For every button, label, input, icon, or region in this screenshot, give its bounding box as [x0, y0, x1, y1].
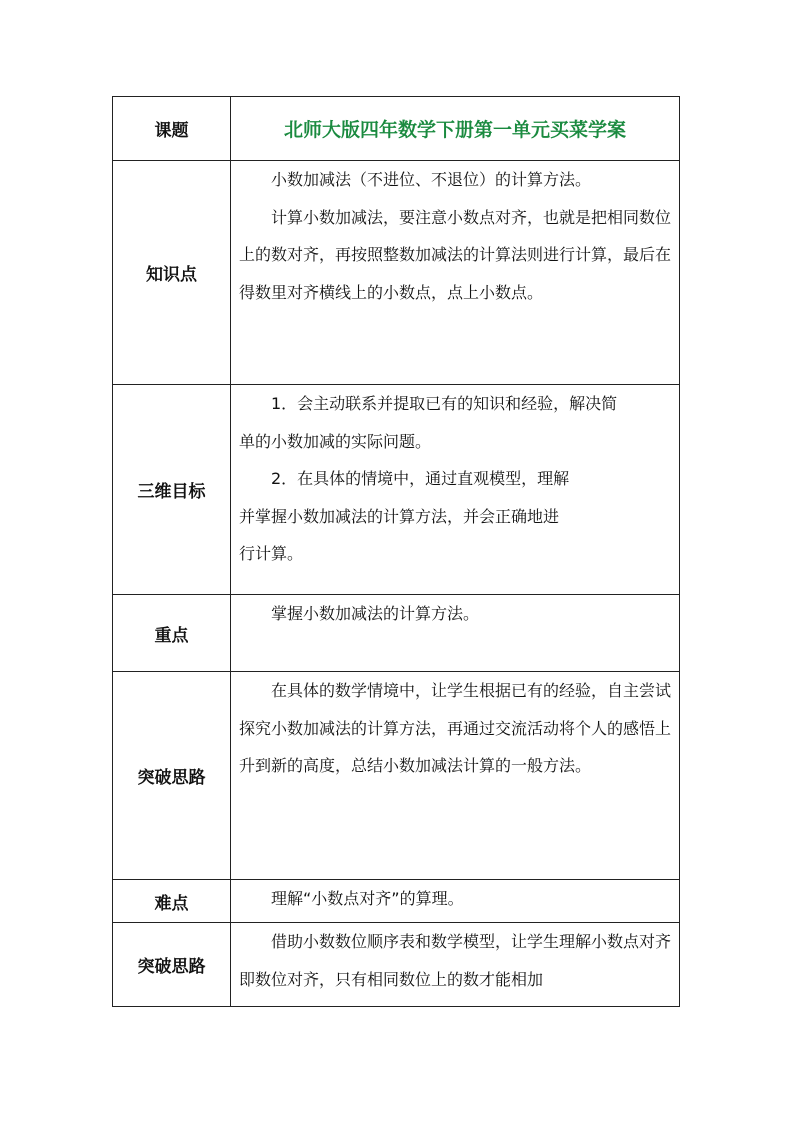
content-breakthrough-1 [231, 672, 680, 880]
row-key-point [113, 595, 680, 672]
content-breakthrough-2 [231, 923, 680, 1007]
lesson-plan-table [112, 96, 680, 1007]
content-knowledge [231, 161, 680, 385]
objective-line-3: 2．在具体的情境中，通过直观模型，理解 [271, 469, 570, 488]
objective-line-2: 单的小数加减的实际问题。 [239, 431, 432, 451]
content-difficulty [231, 880, 680, 923]
objective-line-1: 1．会主动联系并提取已有的知识和经验，解决简 [271, 394, 618, 413]
row-difficulty [113, 880, 680, 923]
objective-line-5: 行计算。 [239, 544, 304, 563]
content-key-point [231, 595, 680, 672]
lesson-title: 北师大版四年数学下册第一单元买菜学案 [231, 97, 680, 161]
label-key-point: 重点 [113, 595, 231, 672]
row-topic [113, 97, 680, 161]
row-knowledge [113, 161, 680, 385]
breakthrough-2-text: 借助小数数位顺序表和数学模型，让学生理解小数点对齐即数位对齐，只有相同数位上的数才能相加 [239, 932, 672, 989]
difficulty-text: 理解“小数点对齐”的算理。 [271, 889, 464, 908]
breakthrough-1-text: 在具体的数学情境中，让学生根据已有的经验，自主尝试探究小数加减法的计算方法，再通过交流活动将个人的感悟上升到新的高度，总结小数加减法计算的一般方法。 [239, 681, 672, 775]
label-topic: 课题 [113, 97, 231, 161]
content-objectives [231, 385, 680, 595]
key-point-text: 掌握小数加减法的计算方法。 [271, 604, 480, 623]
label-breakthrough-1: 突破思路 [113, 672, 231, 880]
knowledge-para-1: 小数加减法（不进位、不退位）的计算方法。 [271, 170, 592, 189]
objective-line-4: 并掌握小数加减法的计算方法，并会正确地进 [239, 506, 560, 526]
row-breakthrough-2 [113, 923, 680, 1007]
label-objectives: 三维目标 [113, 385, 231, 595]
knowledge-para-2: 计算小数加减法，要注意小数点对齐，也就是把相同数位上的数对齐，再按照整数加减法的计算法则进行计算，最后在得数里对齐横线上的小数点，点上小数点。 [239, 207, 672, 302]
label-difficulty: 难点 [113, 880, 231, 923]
row-breakthrough-1 [113, 672, 680, 880]
label-breakthrough-2: 突破思路 [113, 923, 231, 1007]
row-objectives [113, 385, 680, 595]
label-knowledge: 知识点 [113, 161, 231, 385]
